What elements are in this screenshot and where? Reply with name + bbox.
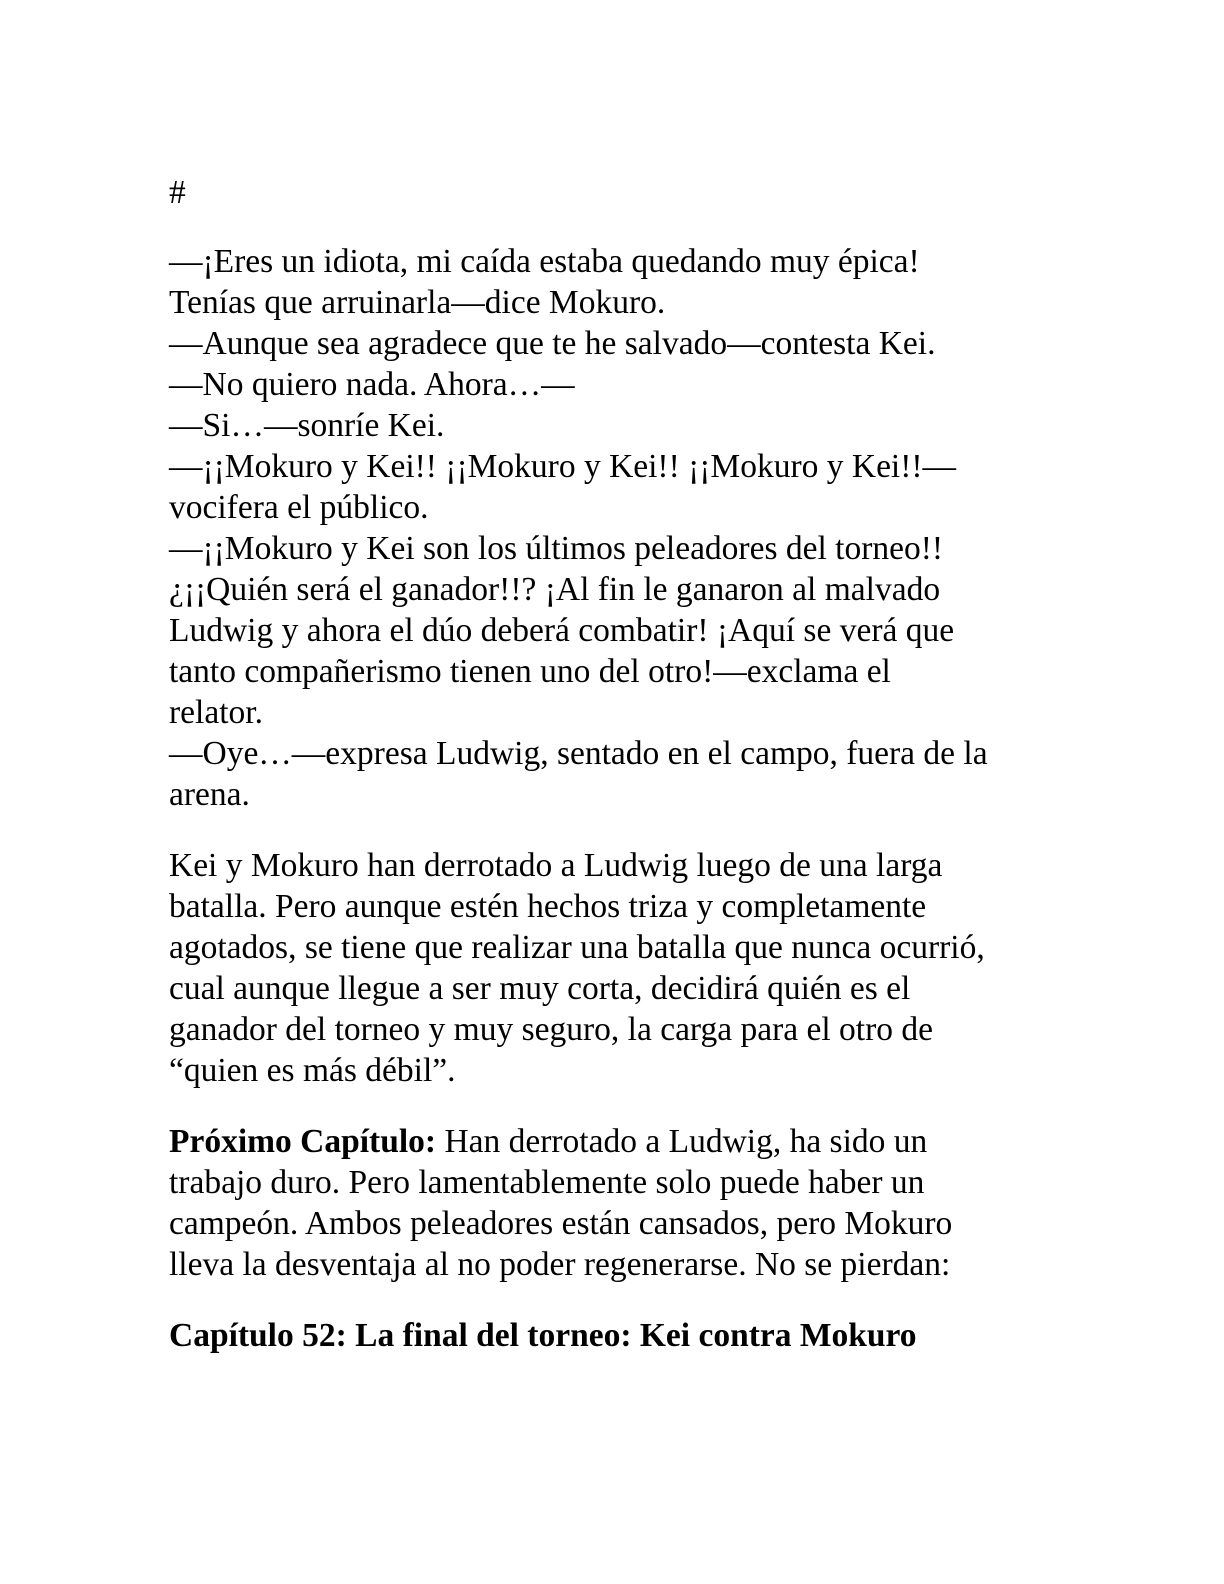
paragraph-gap: [169, 815, 1069, 845]
paragraph-gap: [169, 1285, 1069, 1315]
text-line: Kei y Mokuro han derrotado a Ludwig luego de una larga: [169, 847, 943, 884]
chapter-title: Capítulo 52: La final del torneo: Kei contra Mokuro: [169, 1317, 917, 1354]
text-line: trabajo duro. Pero lamentablemente solo puede haber un: [169, 1164, 925, 1201]
text-line: vocifera el público.: [169, 489, 429, 526]
text-line: tanto compañerismo tienen uno del otro!—exclama el: [169, 653, 891, 690]
text-line: batalla. Pero aunque estén hechos triza y completamente: [169, 888, 927, 925]
text-line: —No quiero nada. Ahora…—: [169, 366, 575, 403]
text-line: ¿¡¡Quién será el ganador!!? ¡Al fin le ganaron al malvado: [169, 571, 941, 608]
text-line: —Si…—sonríe Kei.: [169, 407, 445, 444]
text-line: lleva la desventaja al no poder regenerarse. No se pierdan:: [169, 1246, 951, 1283]
paragraph-gap: [169, 1091, 1069, 1121]
text-line: —Oye…—expresa Ludwig, sentado en el campo, fuera de la: [169, 735, 988, 772]
text-line: campeón. Ambos peleadores están cansados, pero Mokuro: [169, 1205, 953, 1242]
text-line: —¡Eres un idiota, mi caída estaba quedando muy épica!: [169, 243, 920, 280]
text-line: —¡¡Mokuro y Kei son los últimos peleadores del torneo!!: [169, 530, 944, 567]
next-chapter-first-line: [169, 1121, 1069, 1162]
text-line: “quien es más débil”.: [169, 1052, 456, 1089]
text-line: cual aunque llegue a ser muy corta, decidirá quién es el: [169, 970, 911, 1007]
text-line: Ludwig y ahora el dúo deberá combatir! ¡Aquí se verá que: [169, 612, 955, 649]
text-line: —Aunque sea agradece que te he salvado—contesta Kei.: [169, 325, 936, 362]
dialogue-block: [169, 241, 1069, 815]
text-line: —¡¡Mokuro y Kei!! ¡¡Mokuro y Kei!! ¡¡Mokuro y Kei!!—: [169, 448, 957, 485]
text-line: Tenías que arruinarla—dice Mokuro.: [169, 284, 666, 321]
document-page: [169, 172, 1069, 1356]
section-marker: #: [169, 174, 186, 211]
next-chapter-text: Han derrotado a Ludwig, ha sido un: [436, 1123, 928, 1160]
text-line: arena.: [169, 776, 250, 813]
text-line: agotados, se tiene que realizar una batalla que nunca ocurrió,: [169, 929, 985, 966]
narration-paragraph: [169, 845, 1069, 1091]
next-chapter-label: Próximo Capítulo:: [169, 1123, 437, 1160]
text-line: relator.: [169, 694, 263, 731]
text-line: ganador del torneo y muy seguro, la carga para el otro de: [169, 1011, 934, 1048]
next-chapter-paragraph: [169, 1121, 1069, 1285]
